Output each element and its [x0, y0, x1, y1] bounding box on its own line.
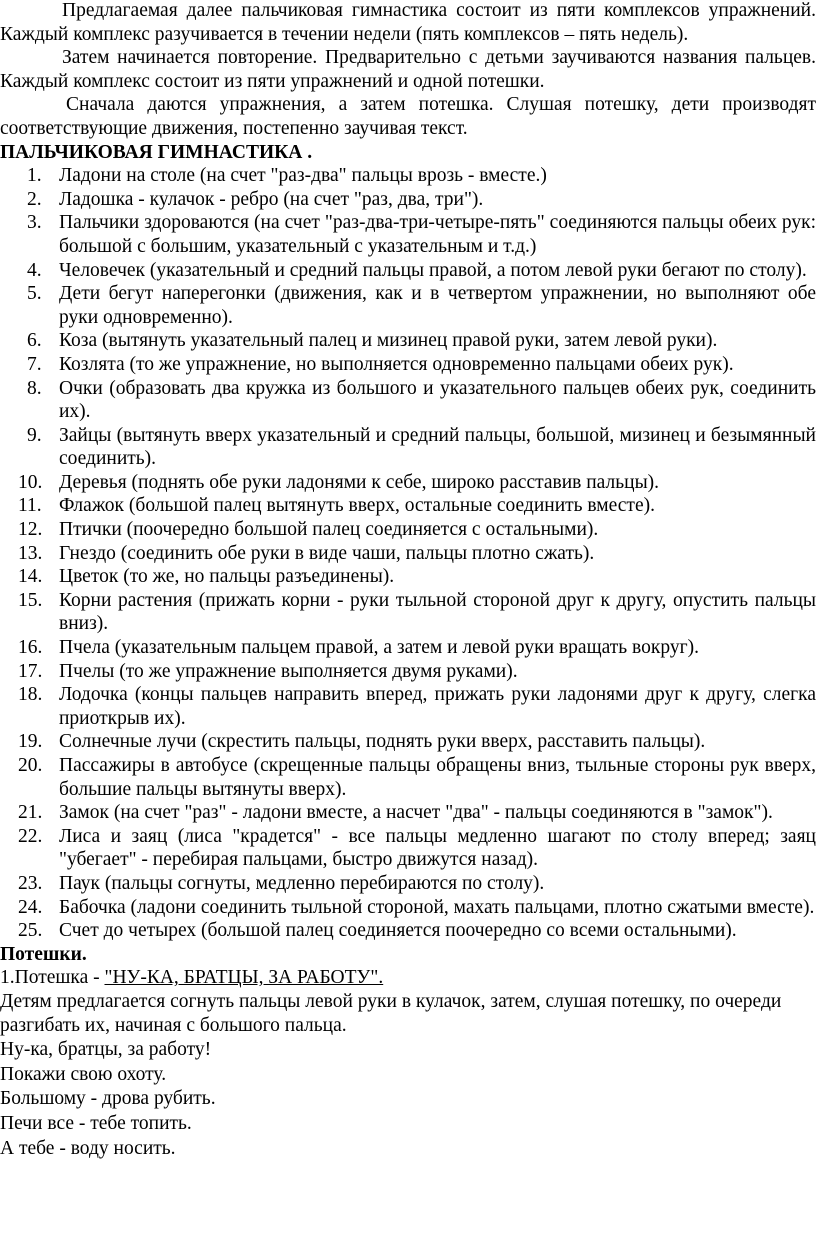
list-item-text: Зайцы (вытянуть вверх указательный и средний пальцы, большой, мизинец и безымянный соединить). — [59, 424, 816, 470]
list-item-text: Дети бегут наперегонки (движения, как и в четвертом упражнении, но выполняют обе руки одновременно). — [59, 283, 816, 328]
list-item — [0, 329, 816, 353]
list-item — [0, 164, 816, 188]
list-item-number: 16. — [18, 637, 43, 659]
list-item — [0, 896, 816, 920]
list-item-number: 5. — [27, 283, 42, 305]
list-item-number: 7. — [27, 353, 42, 375]
list-item-text: Корни растения (прижать корни - руки тыльной стороной друг к другу, опустить пальцы вниз). — [59, 589, 816, 635]
list-item-number: 15. — [18, 589, 43, 611]
rhyme-prefix: 1.Потешка - — [0, 967, 105, 989]
list-item-text: Пчела (указательным пальцем правой, а затем и левой руки вращать вокруг). — [59, 637, 699, 659]
list-item-text: Коза (вытянуть указательный палец и мизинец правой руки, затем левой руки). — [59, 330, 718, 352]
list-item-text: Солнечные лучи (скрестить пальцы, поднять руки вверх, расставить пальцы). — [59, 731, 706, 753]
list-item — [0, 518, 816, 542]
list-item-text: Пальчики здороваются (на счет "раз-два-три-четыре-пять" соединяются пальцы обеих рук: большой с большим, указательный с указательным и т.д.) — [59, 212, 816, 257]
section-heading: ПАЛЬЧИКОВАЯ ГИМНАСТИКА . — [0, 141, 313, 163]
rhymes-heading: Потешки. — [0, 943, 87, 965]
list-item-number: 17. — [18, 660, 43, 682]
list-item-number: 9. — [27, 424, 42, 446]
list-item-text: Гнездо (соединить обе руки в виде чаши, пальцы плотно сжать). — [59, 542, 595, 564]
list-item-text: Козлята (то же упражнение, но выполняется одновременно пальцами обеих рук). — [59, 353, 734, 375]
list-item-text: Ладони на столе (на счет "раз-два" пальцы врозь - вместе.) — [59, 165, 547, 187]
verse-line: Ну-ка, братцы, за работу! — [0, 1039, 212, 1061]
list-item-number: 22. — [18, 825, 43, 847]
list-item-number: 21. — [18, 802, 43, 824]
list-item-number: 6. — [27, 330, 42, 352]
list-item-number: 3. — [27, 212, 42, 234]
list-item — [0, 636, 816, 660]
list-item-text: Птички (поочередно большой палец соединяется с остальными). — [59, 519, 599, 541]
list-item-text: Бабочка (ладони соединить тыльной стороной, махать пальцами, плотно сжатыми вместе). — [59, 896, 815, 918]
intro-paragraph-1: Предлагаемая далее пальчиковая гимнастика состоит из пяти комплексов упражнений. Каждый комплекс разучивается в течении недели (пять комплексов – пять недель). — [0, 0, 816, 45]
list-item-number: 19. — [18, 731, 43, 753]
list-item — [0, 353, 816, 377]
list-item-text: Счет до четырех (большой палец соединяется поочередно со всеми остальными). — [59, 920, 737, 942]
list-item — [0, 730, 816, 754]
list-item-number: 23. — [18, 872, 43, 894]
rhyme-title-line — [0, 966, 816, 990]
list-item — [0, 424, 816, 471]
intro-paragraph-3: Сначала даются упражнения, а затем потешка. Слушая потешку, дети производят соответствующие движения, постепенно заучивая текст. — [0, 94, 816, 139]
list-item — [0, 801, 816, 825]
exercise-list — [0, 164, 816, 943]
list-item-text: Пассажиры в автобусе (скрещенные пальцы обращены вниз, тыльные стороны рук вверх, большие пальцы вытянуты вверх). — [59, 755, 816, 800]
verse-line: Печи все - тебе топить. — [0, 1112, 192, 1134]
list-item-text: Флажок (большой палец вытянуть вверх, остальные соединить вместе). — [59, 495, 655, 517]
list-item-text: Деревья (поднять обе руки ладонями к себе, широко расставив пальцы). — [59, 471, 660, 493]
list-item-text: Ладошка - кулачок - ребро (на счет "раз, два, три"). — [59, 188, 484, 210]
list-item-text: Лодочка (концы пальцев направить вперед, прижать руки ладонями друг к другу, слегка приоткрыв их). — [59, 684, 816, 729]
list-item-number: 13. — [18, 542, 43, 564]
list-item — [0, 660, 816, 684]
list-item — [0, 825, 816, 872]
rhyme-title: "НУ-КА, БРАТЦЫ, ЗА РАБОТУ". — [104, 967, 384, 989]
list-item-number: 1. — [27, 165, 42, 187]
list-item-text: Очки (образовать два кружка из большого и указательного пальцев обеих рук, соединить их). — [59, 377, 816, 423]
verse-line: Большому - дрова рубить. — [0, 1088, 216, 1110]
list-item — [0, 565, 816, 589]
list-item-number: 10. — [18, 471, 43, 493]
list-item-number: 8. — [27, 377, 42, 399]
rhyme-instruction: Детям предлагается согнуть пальцы левой руки в кулачок, затем, слушая потешку, по очереди разгибать их, начиная с большого пальца. — [0, 990, 782, 1036]
list-item-number: 25. — [18, 920, 43, 942]
list-item-text: Цветок (то же, но пальцы разъединены). — [59, 566, 395, 588]
list-item-number: 2. — [27, 188, 42, 210]
list-item — [0, 211, 816, 258]
list-item — [0, 542, 816, 566]
list-item — [0, 377, 816, 424]
intro-paragraph-2: Затем начинается повторение. Предварительно с детьми заучиваются названия пальцев. Каждый комплекс состоит из пяти упражнений и одной потешки. — [0, 47, 816, 92]
rhyme-verse — [0, 1038, 816, 1160]
list-item — [0, 494, 816, 518]
list-item-text: Человечек (указательный и средний пальцы правой, а потом левой руки бегают по столу). — [59, 259, 807, 281]
list-item — [0, 259, 816, 283]
list-item-number: 12. — [18, 519, 43, 541]
verse-line: Покажи свою охоту. — [0, 1063, 167, 1085]
list-item-text: Пчелы (то же упражнение выполняется двумя руками). — [59, 660, 518, 682]
list-item — [0, 471, 816, 495]
list-item — [0, 754, 816, 801]
list-item — [0, 683, 816, 730]
list-item-number: 4. — [27, 259, 42, 281]
list-item-number: 18. — [18, 684, 43, 706]
list-item — [0, 589, 816, 636]
list-item — [0, 282, 816, 329]
verse-line: А тебе - воду носить. — [0, 1137, 176, 1159]
list-item — [0, 919, 816, 943]
list-item-text: Замок (на счет "раз" - ладони вместе, а насчет "два" - пальцы соединяются в "замок"). — [59, 802, 773, 824]
list-item-number: 14. — [18, 566, 43, 588]
list-item — [0, 188, 816, 212]
list-item-number: 11. — [18, 495, 42, 517]
list-item-text: Паук (пальцы согнуты, медленно перебираются по столу). — [59, 872, 545, 894]
list-item-number: 24. — [18, 896, 43, 918]
list-item-text: Лиса и заяц (лиса "крадется" - все пальцы медленно шагают по столу вперед; заяц "убегает" - перебирая пальцами, быстро движутся назад). — [59, 825, 816, 871]
list-item-number: 20. — [18, 755, 43, 776]
list-item — [0, 872, 816, 896]
